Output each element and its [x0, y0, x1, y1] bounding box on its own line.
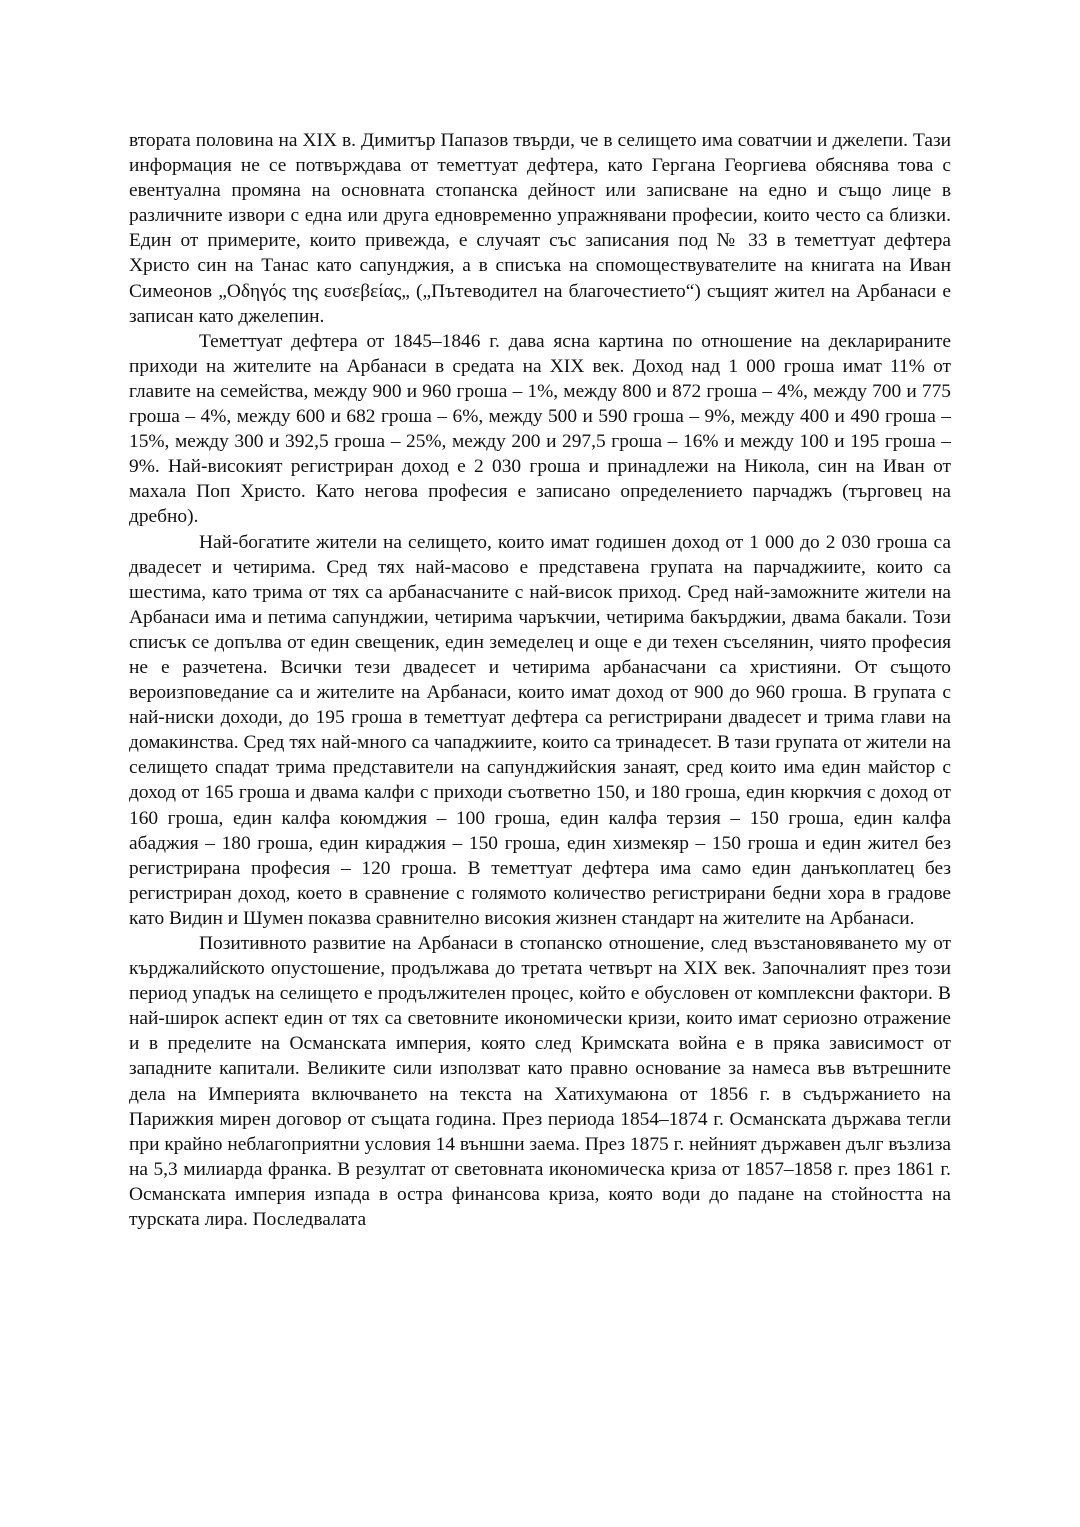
paragraph-1: втората половина на XIX в. Димитър Папазов твърди, че в селището има соватчии и джелепи. Тази информация не се потвърждава от теметтуат дефтера, като Гергана Георгиева обяснява това с евентуална промяна на основната стопанска дейност или записване на едно и също лице в различните извори с една или друга едновременно упражнявани професии, които често са близки. Един от примерите, които привежда, е случаят със записания под № 33 в теметтуат дефтера Христо син на Танас като сапунджия, а в списъка на спомоществувателите на книгата на Иван Симеонов „Οδηγός της ευσεβείας„ („Пътеводител на благочестието“) същият жител на Арбанаси е записан като джелепин. [129, 130, 951, 327]
paragraph-4: Позитивното развитие на Арбанаси в стопанско отношение, след възстановяването му от кърджалийското опустошение, продължава до третата четвърт на XIX век. Започналият през този период упадък на селището е продължителен процес, който е обусловен от комплексни фактори. В най-широк аспект един от тях са световните икономически кризи, които имат сериозно отражение и в пределите на Османската империя, която след Кримската война е в пряка зависимост от западните капитали. Великите сили използват като правно основание за намеса във вътрешните дела на Империята включването на текста на Хатихумаюна от 1856 г. в съдържанието на Парижкия мирен договор от същата година. През периода 1854–1874 г. Османската държава тегли при крайно неблагоприятни условия 14 външни заема. През 1875 г. нейният държавен дълг възлиза на 5,3 милиарда франка. В резултат от световната икономическа криза от 1857–1858 г. през 1861 г. Османската империя изпада в остра финансова криза, която води до падане на стойността на турската лира. Последвалата [129, 933, 951, 1231]
paragraph-3: Най-богатите жители на селището, които имат годишен доход от 1 000 до 2 030 гроша са двадесет и четирима. Сред тях най-масово е представена групата на парчаджиите, които са шестима, като трима от тях са арбанасчаните с най-висок приход. Сред най-заможните жители на Арбанаси има и петима сапунджии, четирима чаръкчии, четирима бакърджии, двама бакали. Този списък се допълва от един свещеник, един земеделец и още е ди техен съселянин, чиято професия не е разчетена. Всички тези двадесет и четирима арбанасчани са християни. От същото вероизповедание са и жителите на Арбанаси, които имат доход от 900 до 960 гроша. В групата с най-ниски доходи, до 195 гроша в теметтуат дефтера са регистрирани двадесет и трима глави на домакинства. Сред тях най-много са чападжиите, които са тринадесет. В тази групата от жители на селището спадат трима представители на сапунджийския занаят, сред които има един майстор с доход от 165 гроша и двама калфи с приходи съответно 150, и 180 гроша, един кюркчия с доход от 160 гроша, един калфа коюмджия – 100 гроша, един калфа терзия – 150 гроша, един калфа абаджия – 180 гроша, един кираджия – 150 гроша, един хизмекяр – 150 гроша и един жител без регистрирана професия – 120 гроша. В теметтуат дефтера има само един данъкоплатец без регистриран доход, което в сравнение с голямото количество регистрирани бедни хора в градове като Видин и Шумен показва сравнително високия жизнен стандарт на жителите на Арбанаси. [129, 531, 951, 929]
paragraph-2: Теметтуат дефтера от 1845–1846 г. дава ясна картина по отношение на декларираните приходи на жителите на Арбанаси в средата на XIX век. Доход над 1 000 гроша имат 11% от главите на семейства, между 900 и 960 гроша – 1%, между 800 и 872 гроша – 4%, между 700 и 775 гроша – 4%, между 600 и 682 гроша – 6%, между 500 и 590 гроша – 9%, между 400 и 490 гроша – 15%, между 300 и 392,5 гроша – 25%, между 200 и 297,5 гроша – 16% и между 100 и 195 гроша – 9%. Най-високият регистриран доход е 2 030 гроша и принадлежи на Никола, син на Иван от махала Поп Христо. Като негова професия е записано определението парчаджъ (търговец на дребно). [129, 330, 951, 528]
document-body [129, 128, 951, 1232]
